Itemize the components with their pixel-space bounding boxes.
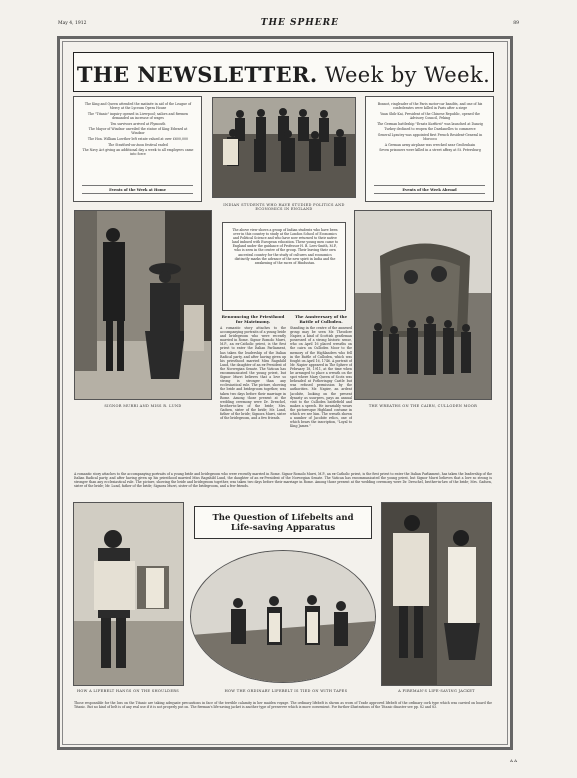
home-events-item: The Mayor of Windsor unveiled the statue of King Edward at Windsor xyxy=(88,127,188,136)
priesthood-text: A romantic story attaches to the accompanying portraits of a young bride and bridegroom who were recently married in Rome. Signor Romolo Murri, M.P., an ex-Catholic priest, is the first priest to enter the Italian Parliament, has taken the leadership of the Italian Radical party, and after having given up his priesthood married Miss Ragnhild Lund, the daughter of an ex-President of the Norwegian Senate. The Vatican has excommunicated the young priest, but Signor Murri believes that a love so strong is stronger than any ecclesiastical rule. The picture, showing the bride and bridegroom together, was taken two days before their marriage in Rome. Among those present at the wedding ceremony were Dr. Dreschel, brother-in-law of the bride; Mrs. Gadsen, sister of the bride; Mr. Lund, father of the bride; Signora Murri, sister of the bridegroom, and a few friends. xyxy=(220,326,286,421)
abroad-events-item: A German army airplane was wrecked near Großenhain xyxy=(384,142,476,147)
continued-story-excerpt: A romantic story attaches to the accompanying portraits of a young bride and bridegroom who were recently married in Rome. Signor Romolo Murri, M.P., an ex-Catholic priest, is the first priest to enter the Italian Parliament, has taken the leadership of the Italian Radical party, and after having given up his priesthood married Miss Ragnhild Lund, the daughter of an ex-President of the Norwegian Senate. The Vatican has excommunicated the young priest, but Signor Murri believes that a love so strong is stronger than any ecclesiastical rule. The picture, showing the bride and bridegroom together, was taken two days before their marriage in Rome. Among those present at the wedding ceremony were Dr. Dreschel, brother-in-law of the bride; Mrs. Gadsen, sister of the bride; Mr. Lund, father of the bride; Signora Murri, sister of the bridegroom, and a few friends. xyxy=(74,472,492,489)
home-events-item: The Navy Act giving an additional day a week to all employees came into force xyxy=(82,148,194,157)
lifebelts-heading-box xyxy=(194,506,372,539)
magazine-title: THE SPHERE xyxy=(260,18,339,28)
newsletter-title-main: THE NEWSLETTER. xyxy=(76,62,318,87)
culloden-heading: The Anniversary of the Battle of Culloden. xyxy=(294,314,348,324)
home-events-list xyxy=(82,102,194,158)
home-events-label-strip xyxy=(82,185,193,194)
abroad-events-item: Yuan Shih-Kai, President of the Chinese Republic, opened the Advisory Council, Peking xyxy=(380,111,480,120)
students-text-box xyxy=(222,222,346,311)
abroad-events-heading: Events of the Week Abroad xyxy=(402,188,457,192)
priesthood-heading: Renouncing the Priesthood for Matrimony. xyxy=(221,314,285,324)
wedding-photo xyxy=(74,210,212,400)
students-photo xyxy=(212,97,356,198)
abroad-events-box xyxy=(365,96,494,202)
abroad-events-label-strip xyxy=(374,185,485,194)
students-description: The above view shows a group of Indian students who have been over in this country to study at the London School of Economics and Political Science and who have now returned to their native land imbued with European education. These young men came to England under the guidance of Professor H. B. Lees-Smith, M.P., who is seen in the centre of the group. Their leaving their own ancestral country for the study of cultures and economics distinctly marks the advance of the new spirit in India and the awakening of the races of Hindustan. xyxy=(231,228,339,265)
fireman-jacket-photo xyxy=(381,502,492,686)
abroad-events-list xyxy=(374,102,486,154)
wedding-photo-illustration xyxy=(75,211,212,400)
culloden-text: Standing in the centre of the annexed group may be seen Mr. Theodore Napier, a kind of Scottish gentleman possessed of a strong historic sense, who on April 16 placed wreaths on the cairn on Culloden Moor to the memory of the Highlanders who fell in the Battle of Culloden, which was fought on April 16, 1746. A portrait of Mr. Napier appeared in The Sphere of February 18, 1911, at the time when he arranged to place a wreath on the spot where Mary Queen of Scots was beheaded at Fotheringay Castle but was refused permission by the authorities. Mr. Napier, an ardent Jacobite, looking on the present dynasty as usurpers, pays an annual visit to the Culloden battlefield and makes a speech. He invariably wears the picturesque Highland costume in which we see him. The wreath shown a number of Jacobite relics, one of which bears the inscription, "Loyal to King James." xyxy=(290,326,352,429)
abroad-events-item: Seven prisoners were killed in a street affray at St. Petersburg xyxy=(379,148,481,153)
newsletter-title-box xyxy=(73,52,494,92)
cairn-photo-illustration xyxy=(355,211,492,400)
home-events-item: The Stratford-on-Avon festival ended xyxy=(108,142,168,147)
students-photo-illustration xyxy=(213,98,356,198)
lifebelt-shoulders-photo xyxy=(73,502,184,686)
newsletter-title xyxy=(74,62,493,87)
cairn-caption: THE WREATHS ON THE CAIRN, CULLODEN MOOR xyxy=(368,404,478,408)
culloden-article xyxy=(290,314,352,468)
lifebelt-shoulders-illustration xyxy=(74,503,184,686)
lifebelt-tapes-caption: HOW THE ORDINARY LIFEBELT IS TIED ON WITH TAPES xyxy=(224,689,348,693)
abroad-events-item: General Lyautey was appointed first French Resident-General in Morocco xyxy=(377,132,483,141)
home-events-item: The King and Queen attended the matinée in aid of the League of Mercy at the Lyceum Opera House xyxy=(84,102,192,111)
lifebelt-shoulders-caption: HOW A LIFEBELT HANGS ON THE SHOULDERS xyxy=(76,689,180,693)
page-number: 89 xyxy=(513,20,519,26)
abroad-events-item: Bonnot, ringleader of the Paris motor-car bandits, and one of his confederates were killed in Paris after a siege xyxy=(377,102,483,111)
home-events-item: Ten survivors arrived at Plymouth xyxy=(110,121,166,126)
abroad-events-item: The German battleship "Ersatz Kurfürst" was launched at Danzig xyxy=(377,121,483,126)
page-footer-mark: A A xyxy=(509,758,517,763)
lifebelts-footer-note: Those responsible for the loss on the Titanic are taking adequate precautions in face of the terrible calamity in her maiden voyage. The ordinary lifebelt is shown as worn of Trade approved lifebelt of the ordinary cork type which was carried on board the Titanic. But no kind of belt is of any real use if it is not properly put on. The fireman's life-saving jacket is another type of preserver which is more convenient. For further illustrations of the Titanic disaster see pp. 82 and 83. xyxy=(74,701,492,710)
home-events-item: The Hon. William Lowther left estate valued at over £600,000 xyxy=(87,136,189,141)
priesthood-article xyxy=(220,314,286,468)
continued-story-text xyxy=(74,472,492,498)
lifebelts-heading-line-1: The Question of Lifebelts and xyxy=(212,512,354,523)
page-header xyxy=(58,16,519,30)
newsletter-title-sub: Week by Week. xyxy=(324,63,491,87)
students-caption: INDIAN STUDENTS WHO HAVE STUDIED POLITICS AND ECONOMICS IN ENGLAND xyxy=(223,203,345,211)
abroad-events-item: Turkey declined to reopen the Dardanelles to commerce xyxy=(384,127,476,132)
lifebelt-tapes-illustration xyxy=(191,551,376,683)
lifebelt-tapes-photo xyxy=(190,550,376,683)
fireman-jacket-illustration xyxy=(382,503,492,686)
home-events-box xyxy=(73,96,202,202)
wedding-caption: SIGNOR MURRI AND MISS R. LUND xyxy=(104,404,182,408)
lifebelts-heading-line-2: Life-saving Apparatus xyxy=(230,522,336,533)
fireman-jacket-caption: A FIREMAN'S LIFE-SAVING JACKET xyxy=(398,689,475,693)
cairn-photo xyxy=(354,210,492,400)
home-events-item: The "Titanic" inquiry opened in Liverpool; sailors and firemen demanded an increase of wages xyxy=(87,111,189,120)
home-events-heading: Events of the Week at Home xyxy=(109,188,166,192)
issue-date: May 4, 1912 xyxy=(58,20,87,26)
